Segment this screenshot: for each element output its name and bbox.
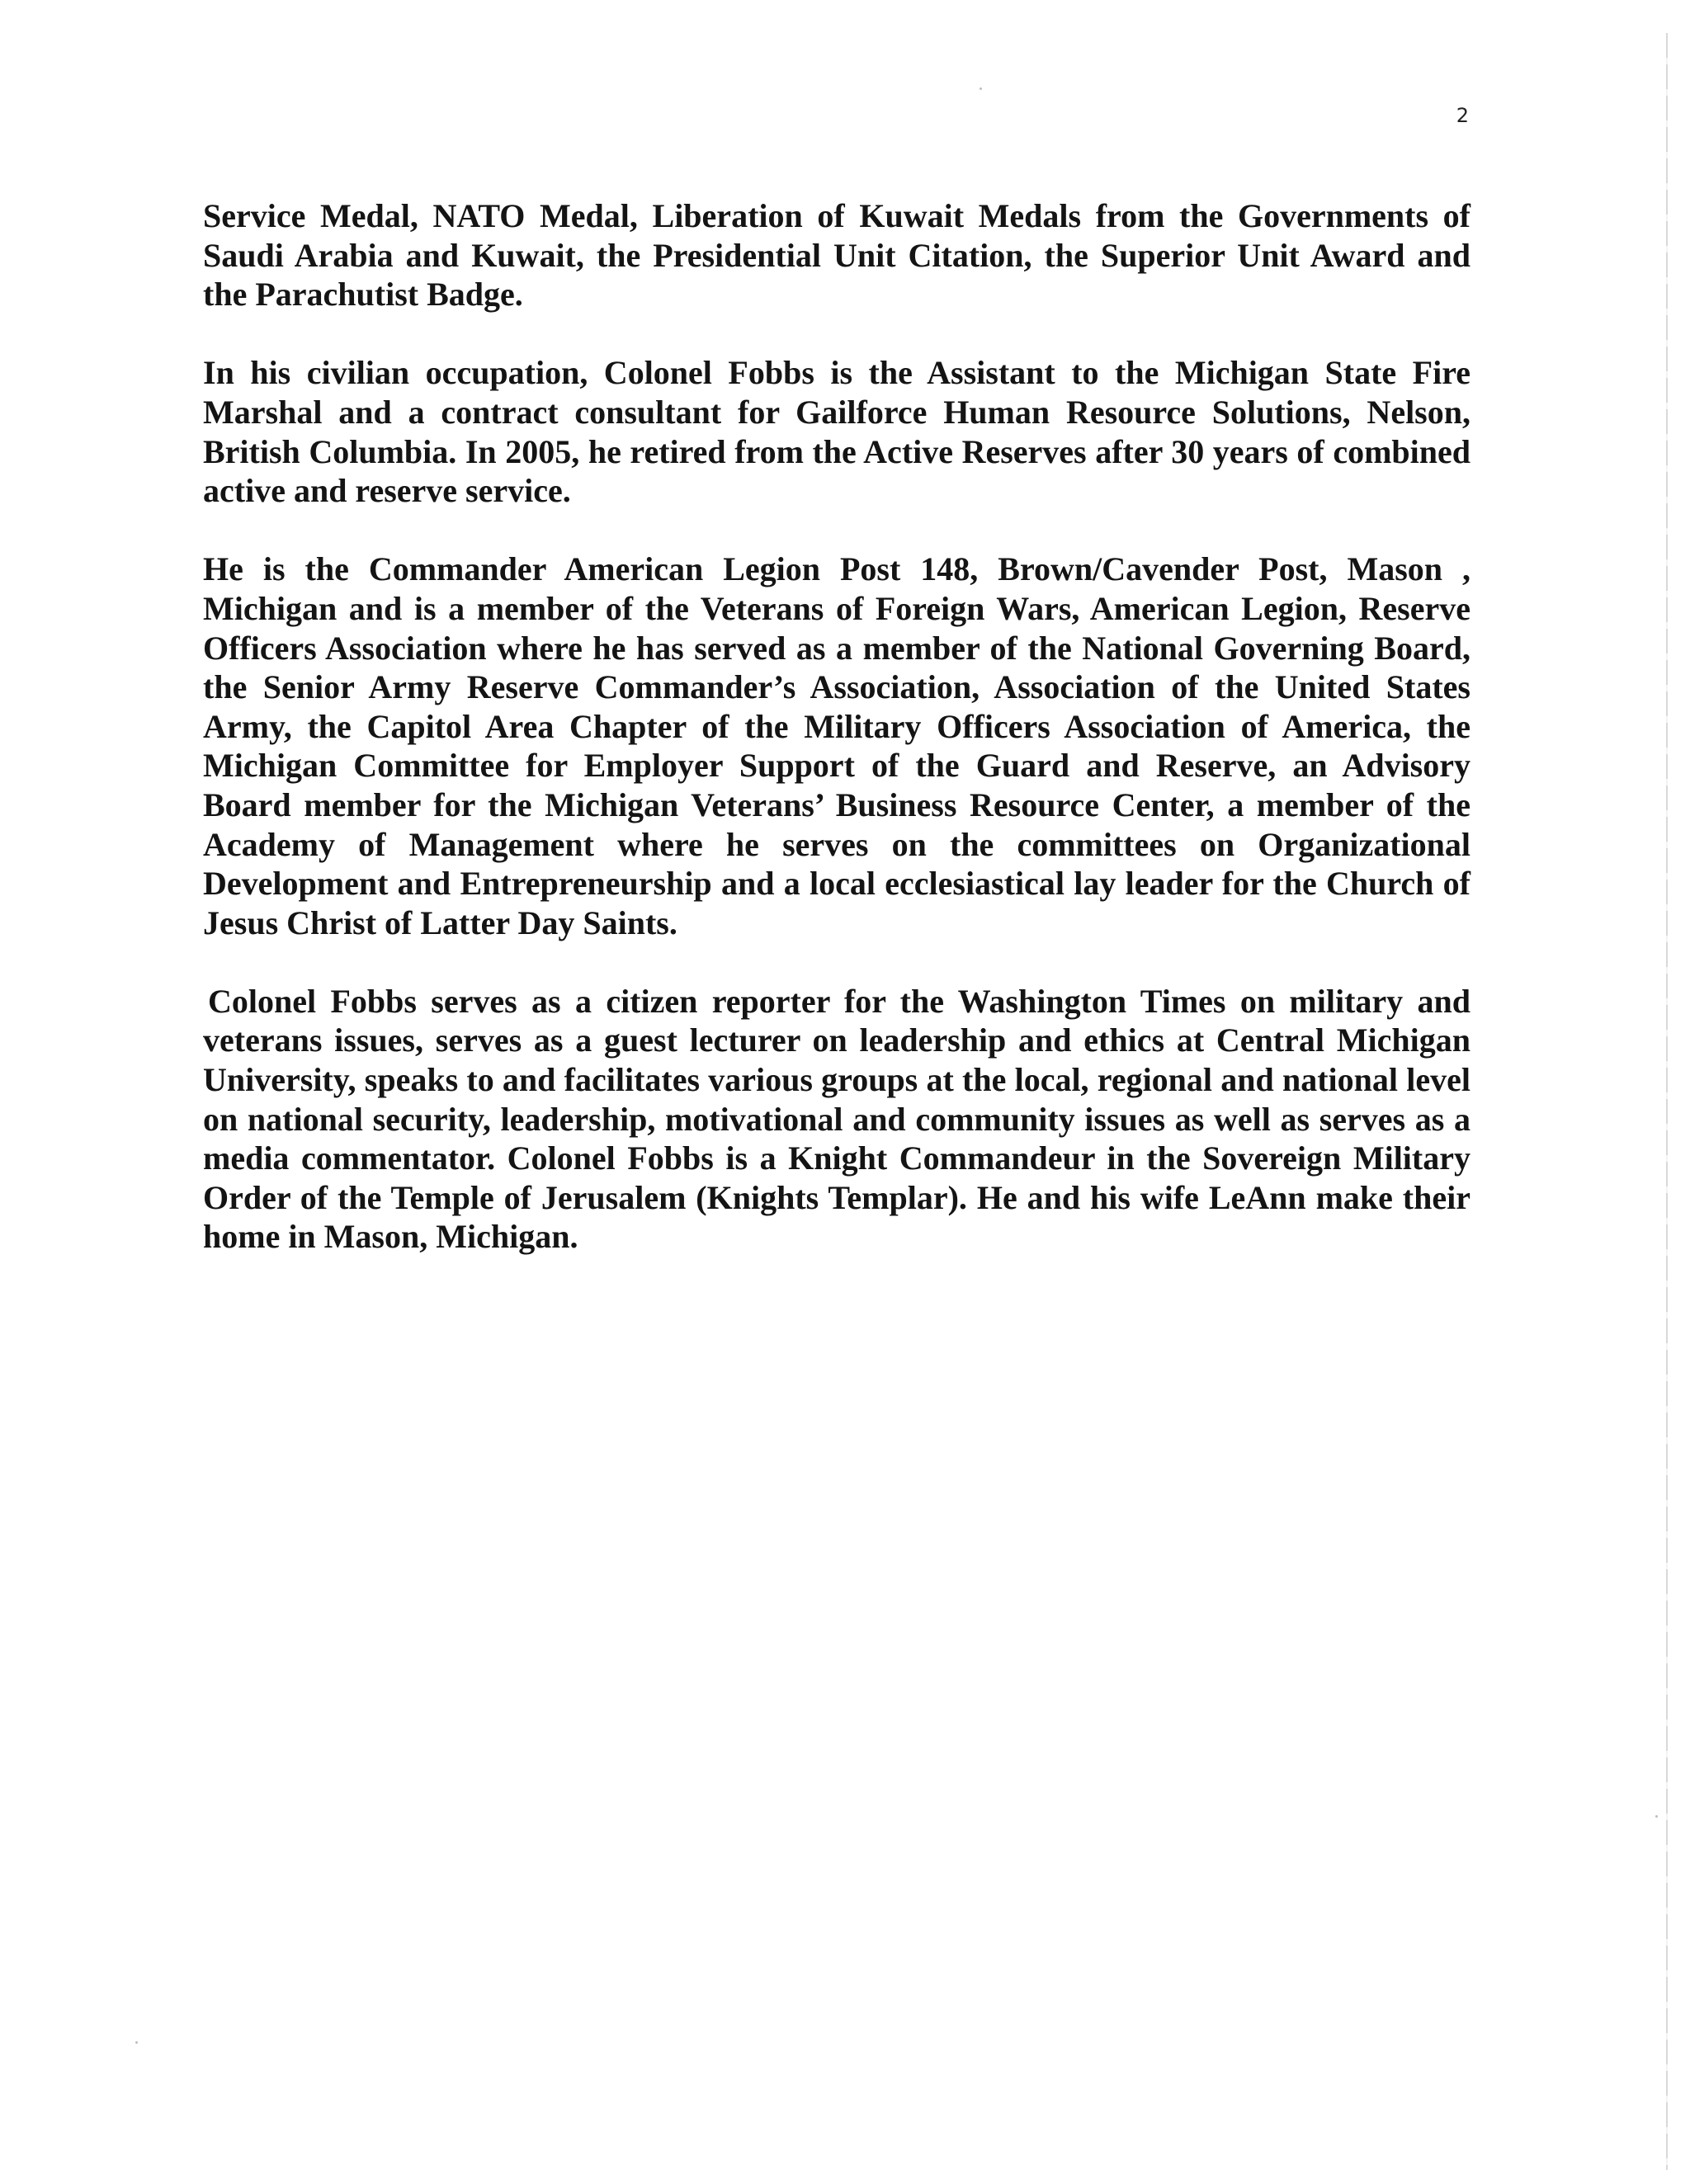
paragraph-memberships: He is the Commander American Legion Post 148, Brown/Cavender Post, Mason , Michigan and is a member of the Veterans of Foreign Wars, American Legion, Reserve Officers Association where he has served as a member of the National Governing Board, the Senior Army Reserve Commander’s Association, Association of the United States Army, the Capitol Area Chapter of the Military Officers Association of America, the Michigan Committee for Employer Support of the Guard and Reserve, an Advisory Board member for the Michigan Veterans’ Business Resource Center, a member of the Academy of Management where he serves on the committees on Organizational Development and Entrepreneurship and a local ecclesiastical lay leader for the Church of Jesus Christ of Latter Day Saints. — [203, 550, 1470, 941]
scan-speck — [980, 87, 982, 90]
paragraph-community-service: Colonel Fobbs serves as a citizen reporter for the Washington Times on military and veterans issues, serves as a guest lecturer on leadership and ethics at Central Michigan University, speaks to and facilitates various groups at the local, regional and national level on national security, leadership, motivational and community issues as well as serves as a media commentator. Colonel Fobbs is a Knight Commandeur in the Sovereign Military Order of the Temple of Jerusalem (Knights Templar). He and his wife LeAnn make their home in Mason, Michigan. — [203, 982, 1470, 1256]
paragraph-awards: Service Medal, NATO Medal, Liberation of Kuwait Medals from the Governments of Saudi Arabia and Kuwait, the Presidential Unit Citation, the Superior Unit Award and the Parachutist Badge. — [203, 197, 1470, 314]
scan-speck — [135, 2041, 138, 2044]
scan-speck — [1655, 1815, 1658, 1818]
document-body — [203, 196, 1470, 1296]
page-number: 2 — [1456, 104, 1469, 127]
scan-edge-line — [1666, 33, 1668, 2170]
paragraph-civilian-occupation: In his civilian occupation, Colonel Fobbs is the Assistant to the Michigan State Fire Marshal and a contract consultant for Gailforce Human Resource Solutions, Nelson, British Columbia. In 2005, he retired from the Active Reserves after 30 years of combined active and reserve service. — [203, 354, 1470, 510]
